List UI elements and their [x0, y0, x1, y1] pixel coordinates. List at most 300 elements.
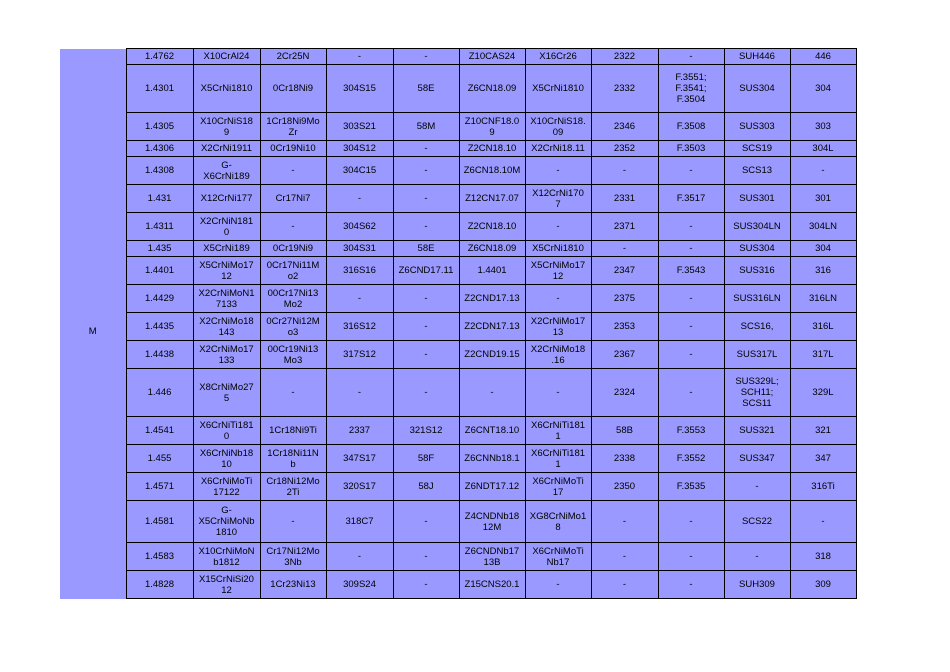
- table-cell: [260, 113, 326, 141]
- cell-text: 309: [815, 579, 831, 590]
- table-cell: [525, 157, 591, 185]
- cell-text: X6CrNiMoTi 17122: [200, 475, 253, 498]
- cell-text: 2346: [613, 121, 636, 132]
- cell-text: F.3517: [676, 193, 706, 204]
- table-cell: [525, 571, 591, 599]
- cell-text: 1.4438: [144, 349, 175, 360]
- table-cell: [790, 543, 856, 571]
- table-cell: [126, 65, 193, 113]
- table-cell: [126, 369, 193, 417]
- cell-text: F.3503: [676, 143, 706, 154]
- table-cell: [260, 445, 326, 473]
- table-cell: [260, 65, 326, 113]
- cell-text: 316LN: [809, 293, 837, 304]
- table-cell: [393, 369, 459, 417]
- cell-text: Z4CNDNb18 12M: [464, 510, 520, 533]
- cell-text: X6CrNiTi181 1: [530, 447, 586, 470]
- cell-text: 2367: [613, 349, 636, 360]
- table-cell: [790, 213, 856, 241]
- cell-text: X12CrNi170 7: [532, 187, 584, 210]
- table-cell: [393, 341, 459, 369]
- cell-text: 1Cr18Ni9Mo Zr: [266, 115, 320, 138]
- table-cell: [260, 157, 326, 185]
- cell-text: -: [357, 293, 362, 304]
- table-cell: [724, 369, 790, 417]
- table-row: [60, 185, 856, 213]
- cell-text: -: [689, 387, 693, 398]
- cell-text: Z2CND19.15: [464, 349, 520, 360]
- table-cell: [459, 65, 525, 113]
- cell-text: -: [556, 221, 560, 232]
- cell-text: 320S17: [343, 481, 376, 492]
- cell-text: 1.4762: [144, 51, 175, 62]
- cell-text: -: [291, 516, 295, 527]
- table-cell: [326, 257, 393, 285]
- cell-text: F.3551; F.3541; F.3504: [675, 72, 707, 105]
- cell-text: SUS304: [739, 243, 775, 254]
- cell-text: 321S12: [409, 425, 443, 436]
- table-row: [60, 65, 856, 113]
- table-cell: [658, 445, 724, 473]
- cell-text: 0Cr27Ni12M o3: [266, 315, 320, 338]
- cell-text: X5CrNi1810: [200, 83, 253, 94]
- table-row: [60, 543, 856, 571]
- cell-text: X5CrNi1810: [532, 243, 584, 254]
- cell-text: 329L: [812, 387, 834, 398]
- cell-text: 1Cr18Ni9Ti: [269, 425, 317, 436]
- cell-text: 304S12: [343, 143, 376, 154]
- cell-text: -: [689, 579, 693, 590]
- table-cell: [525, 65, 591, 113]
- cell-text: 446: [815, 51, 831, 62]
- cell-text: 1.4571: [144, 481, 175, 492]
- cell-text: F.3535: [676, 481, 706, 492]
- cell-text: SUS329L; SCH11; SCS11: [735, 376, 779, 409]
- cell-text: X10CrNiS18. 09: [530, 115, 586, 138]
- table-cell: [525, 445, 591, 473]
- table-cell: [193, 445, 260, 473]
- cell-text: X5CrNi189: [203, 243, 250, 254]
- cell-text: -: [424, 165, 428, 176]
- cell-text: SCS13: [741, 165, 773, 176]
- cell-text: X2CrNiMo17 133: [199, 343, 254, 366]
- table-row: [60, 341, 856, 369]
- table-row: [60, 257, 856, 285]
- table-cell: [126, 141, 193, 157]
- cell-text: Z6CN18.09: [467, 243, 517, 254]
- cell-text: 1.4308: [144, 165, 175, 176]
- table-cell: [658, 571, 724, 599]
- table-cell: [126, 501, 193, 543]
- table-cell: [658, 501, 724, 543]
- cell-text: Z2CDN17.13: [464, 321, 520, 332]
- cell-text: 58J: [418, 481, 434, 492]
- table-cell: [126, 113, 193, 141]
- cell-text: 58B: [616, 425, 633, 436]
- table-cell: [525, 341, 591, 369]
- cell-text: X6CrNiMoTi 17: [532, 475, 584, 498]
- cell-text: SUH309: [739, 579, 775, 590]
- table-cell: [260, 473, 326, 501]
- cell-text: -: [821, 516, 825, 527]
- table-cell: [790, 185, 856, 213]
- cell-text: Cr17Ni7: [275, 193, 311, 204]
- cell-text: Z6CNDNb17 13B: [464, 545, 520, 568]
- table-cell: [393, 543, 459, 571]
- cell-text: 304S62: [343, 221, 376, 232]
- table-cell: [393, 113, 459, 141]
- cell-text: -: [689, 51, 693, 62]
- table-cell: [591, 65, 658, 113]
- cell-text: 2350: [613, 481, 636, 492]
- table-cell: [790, 257, 856, 285]
- cell-text: -: [424, 516, 428, 527]
- cell-text: 316S16: [343, 265, 376, 276]
- cell-text: -: [689, 516, 693, 527]
- table-cell: [724, 49, 790, 65]
- table-cell: [326, 445, 393, 473]
- table-cell: [326, 501, 393, 543]
- cell-text: 317S12: [343, 349, 376, 360]
- table-row: [60, 49, 856, 65]
- cell-text: 2Cr25N: [276, 51, 310, 62]
- table-cell: [658, 241, 724, 257]
- cell-text: 2337: [348, 425, 371, 436]
- cell-text: 2375: [613, 293, 636, 304]
- cell-text: -: [622, 551, 627, 562]
- cell-text: 318: [815, 551, 831, 562]
- table-cell: [525, 241, 591, 257]
- cell-text: X10CrAl24: [203, 51, 250, 62]
- table-cell: [126, 49, 193, 65]
- table-cell: [459, 571, 525, 599]
- cell-text: 2332: [613, 83, 636, 94]
- table-cell: [525, 285, 591, 313]
- table-cell: [326, 341, 393, 369]
- table-cell: [459, 543, 525, 571]
- cell-text: F.3508: [676, 121, 706, 132]
- table-cell: [126, 241, 193, 257]
- table-cell: [193, 501, 260, 543]
- table-cell: [459, 213, 525, 241]
- table-cell: [126, 285, 193, 313]
- cell-text: X6CrNiMoTi Nb17: [532, 545, 584, 568]
- cell-text: Z2CND17.13: [464, 293, 520, 304]
- cell-text: 58E: [417, 243, 435, 254]
- cell-text: 2371: [613, 221, 636, 232]
- table-cell: [591, 445, 658, 473]
- table-row: [60, 213, 856, 241]
- table-cell: [724, 141, 790, 157]
- table-cell: [525, 417, 591, 445]
- cell-text: -: [357, 193, 362, 204]
- cell-text: 1.435: [147, 243, 172, 254]
- table-cell: [459, 49, 525, 65]
- table-cell: [459, 417, 525, 445]
- cell-text: 304C15: [342, 165, 377, 176]
- cell-text: X5CrNi1810: [532, 83, 584, 94]
- cell-text: 2352: [613, 143, 636, 154]
- table-cell: [591, 157, 658, 185]
- table-cell: [591, 257, 658, 285]
- table-cell: [260, 417, 326, 445]
- table-cell: [591, 313, 658, 341]
- cell-text: SUS303: [739, 121, 775, 132]
- table-cell: [658, 141, 724, 157]
- table-cell: [790, 369, 856, 417]
- cell-text: -: [357, 551, 362, 562]
- table-cell: [790, 473, 856, 501]
- cell-text: 318C7: [345, 516, 374, 527]
- table-cell: [459, 341, 525, 369]
- table-cell: [790, 113, 856, 141]
- table-cell: [193, 65, 260, 113]
- cell-text: 1.4301: [144, 83, 175, 94]
- table-cell: [193, 285, 260, 313]
- cell-text: 2347: [613, 265, 636, 276]
- cell-text: XG8CrNiMo1 8: [529, 510, 587, 533]
- table-cell: [658, 543, 724, 571]
- table-cell: [459, 369, 525, 417]
- table-cell: [591, 543, 658, 571]
- table-cell: [126, 213, 193, 241]
- table-cell: [193, 417, 260, 445]
- table-cell: [126, 313, 193, 341]
- cell-text: 1.4401: [477, 265, 507, 276]
- table-cell: [724, 571, 790, 599]
- table-cell: [724, 185, 790, 213]
- cell-text: -: [556, 579, 560, 590]
- cell-text: Z6CND17.11: [398, 265, 454, 276]
- cell-text: SCS22: [741, 516, 773, 527]
- table-cell: [393, 213, 459, 241]
- table-cell: [724, 113, 790, 141]
- table-cell: [724, 241, 790, 257]
- table-cell: [126, 157, 193, 185]
- table-cell: [591, 141, 658, 157]
- cell-text: Z6CN18.10M: [463, 165, 521, 176]
- table-cell: [525, 113, 591, 141]
- table-cell: [326, 49, 393, 65]
- cell-text: 1Cr18Ni11N b: [267, 447, 319, 470]
- table-cell: [459, 473, 525, 501]
- cell-text: X16Cr26: [539, 51, 577, 62]
- table-cell: [326, 571, 393, 599]
- cell-text: SCS19: [741, 143, 773, 154]
- table-cell: [658, 157, 724, 185]
- cell-text: 2324: [613, 387, 636, 398]
- cell-text: Z2CN18.10: [467, 221, 517, 232]
- cell-text: -: [689, 243, 693, 254]
- table-cell: [591, 285, 658, 313]
- cell-text: 309S24: [343, 579, 376, 590]
- cell-text: -: [755, 481, 759, 492]
- cell-text: Cr17Ni12Mo 3Nb: [266, 545, 320, 568]
- table-cell: [459, 257, 525, 285]
- cell-text: X8CrNiMo27 5: [199, 381, 254, 404]
- cell-text: SUS304: [739, 83, 775, 94]
- cell-text: 304S15: [343, 83, 376, 94]
- table-row: [60, 141, 856, 157]
- cell-text: SUS301: [739, 193, 775, 204]
- cell-text: -: [424, 349, 428, 360]
- table-cell: [724, 213, 790, 241]
- table-cell: [724, 445, 790, 473]
- table-cell: [658, 213, 724, 241]
- table-row: [60, 241, 856, 257]
- table-cell: [260, 341, 326, 369]
- cell-text: 316S12: [343, 321, 376, 332]
- table-cell: [724, 543, 790, 571]
- table-cell: [658, 369, 724, 417]
- cell-text: -: [689, 165, 693, 176]
- cell-text: 0Cr19Ni9: [272, 243, 314, 254]
- table-cell: [393, 65, 459, 113]
- cell-text: X2CrNiN181 0: [199, 215, 254, 238]
- cell-text: -: [424, 321, 428, 332]
- cell-text: SCS16,: [740, 321, 774, 332]
- cell-text: F.3553: [676, 425, 706, 436]
- table-row: [60, 285, 856, 313]
- table-row: [60, 417, 856, 445]
- cell-text: 1Cr23Ni13: [270, 579, 316, 590]
- cell-text: X2CrNiMo17 13: [530, 315, 586, 338]
- table-cell: [724, 65, 790, 113]
- cell-text: 321: [815, 425, 831, 436]
- table-cell: [658, 473, 724, 501]
- table-cell: [260, 313, 326, 341]
- table-cell: [193, 257, 260, 285]
- table-cell: [658, 313, 724, 341]
- table-cell: [326, 417, 393, 445]
- table-cell: [393, 257, 459, 285]
- table-cell: [326, 369, 393, 417]
- table-cell: [591, 185, 658, 213]
- table-cell: [326, 285, 393, 313]
- cell-text: 1.4429: [144, 293, 175, 304]
- table-cell: [658, 285, 724, 313]
- cell-text: 1.4401: [144, 265, 175, 276]
- cell-text: -: [556, 387, 560, 398]
- table-cell: [193, 113, 260, 141]
- cell-text: 347S17: [343, 453, 376, 464]
- cell-text: X2CrNiMoN1 7133: [198, 287, 255, 310]
- cell-text: SUS316: [739, 265, 775, 276]
- table-cell: [790, 571, 856, 599]
- table-cell: [393, 501, 459, 543]
- table-cell: [525, 369, 591, 417]
- table-cell: [459, 445, 525, 473]
- cell-text: 317L: [812, 349, 834, 360]
- table-cell: [393, 285, 459, 313]
- cell-text: 1.4583: [144, 551, 175, 562]
- table-cell: [790, 341, 856, 369]
- table-cell: [525, 141, 591, 157]
- table-cell: [326, 543, 393, 571]
- table-cell: [459, 241, 525, 257]
- cell-text: X2CrNiMo18 143: [199, 315, 254, 338]
- cell-text: -: [689, 221, 693, 232]
- table-cell: [126, 257, 193, 285]
- table-cell: [459, 313, 525, 341]
- cell-text: -: [490, 387, 494, 398]
- cell-text: 58M: [416, 121, 436, 132]
- cell-text: 304L: [812, 143, 834, 154]
- table-cell: [525, 185, 591, 213]
- table-cell: [591, 417, 658, 445]
- table-cell: [193, 313, 260, 341]
- cell-text: 303: [815, 121, 831, 132]
- cell-text: -: [424, 221, 428, 232]
- cell-text: F.3543: [676, 265, 706, 276]
- table-cell: [790, 445, 856, 473]
- cell-text: X10CrNiMoN b1812: [198, 545, 255, 568]
- cell-text: 0Cr18Ni9: [272, 83, 314, 94]
- table-cell: [790, 313, 856, 341]
- cell-text: 316Ti: [811, 481, 835, 492]
- cell-text: -: [424, 579, 428, 590]
- table-cell: [326, 473, 393, 501]
- cell-text: -: [622, 165, 627, 176]
- cell-text: 00Cr19Ni13 Mo3: [267, 343, 319, 366]
- cell-text: 1.446: [147, 387, 172, 398]
- table-row: [60, 473, 856, 501]
- cell-text: -: [556, 293, 560, 304]
- cell-text: -: [291, 165, 295, 176]
- table-cell: [260, 49, 326, 65]
- table-cell: [193, 543, 260, 571]
- table-cell: [260, 369, 326, 417]
- cell-text: 1.4305: [144, 121, 175, 132]
- table-cell: [790, 65, 856, 113]
- table-cell: [126, 571, 193, 599]
- table-cell: [459, 141, 525, 157]
- cell-text: Z10CAS24: [468, 51, 516, 62]
- table-cell: [260, 213, 326, 241]
- cell-text: SUS347: [739, 453, 775, 464]
- table-cell: [393, 473, 459, 501]
- table-cell: [193, 49, 260, 65]
- cell-text: X6CrNiNb18 10: [199, 447, 254, 470]
- cell-text: 2338: [613, 453, 636, 464]
- table-cell: [193, 341, 260, 369]
- cell-text: -: [755, 551, 759, 562]
- cell-text: Z15CNS20.1: [464, 579, 520, 590]
- table-cell: [326, 213, 393, 241]
- table-row: [60, 445, 856, 473]
- cell-text: -: [424, 387, 428, 398]
- cell-text: 58F: [417, 453, 435, 464]
- table-cell: [790, 501, 856, 543]
- cell-text: SUS317L: [736, 349, 778, 360]
- table-cell: [658, 113, 724, 141]
- cell-text: Z6CN18.09: [467, 83, 517, 94]
- cell-text: X2CrNi1911: [200, 143, 253, 154]
- table-cell: [126, 445, 193, 473]
- table-cell: [525, 257, 591, 285]
- cell-text: -: [689, 349, 693, 360]
- table-cell: [326, 157, 393, 185]
- table-cell: [459, 185, 525, 213]
- table-cell: [260, 241, 326, 257]
- cell-text: -: [291, 221, 295, 232]
- cell-text: -: [424, 551, 428, 562]
- table-cell: [790, 285, 856, 313]
- cell-text: G- X6CrNi189: [203, 159, 250, 182]
- table-cell: [790, 157, 856, 185]
- cell-text: SUS321: [739, 425, 775, 436]
- cell-text: X6CrNiTi181 1: [530, 419, 586, 442]
